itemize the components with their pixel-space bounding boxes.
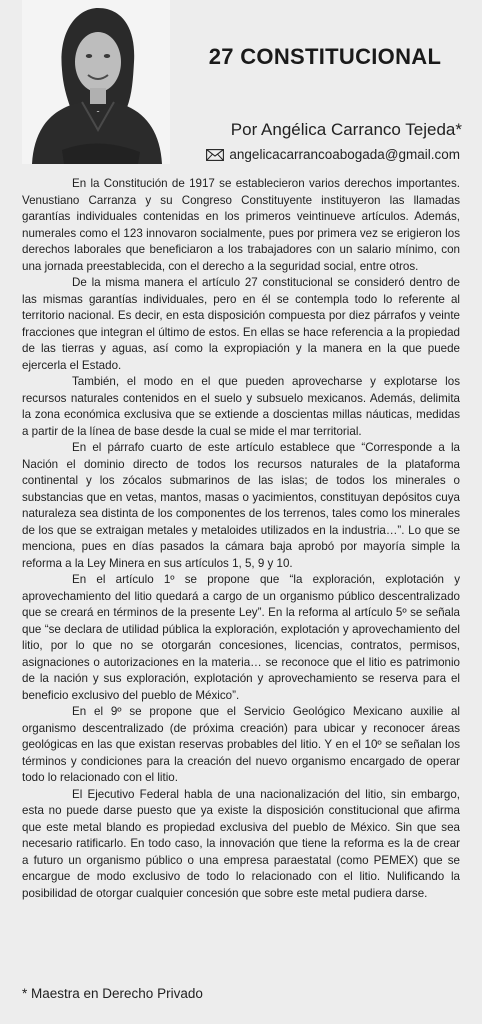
paragraph: En el artículo 1º se propone que “la exploración, explotación y aprovechamiento del litio quedará a cargo de un organismo público descentralizado que se creará en términos de la presente Ley”. En la reforma al artículo 5º se señala que “se declara de utilidad pública la exploración, explotación y aprovechamiento del litio, por lo que no se otorgarán concesiones, licencias, contratos, permisos, asignaciones o autorizaciones en la materia… se reconoce que el litio es patrimonio de la nación y sus exploración, explotación y aprovechamiento se reserva para el beneficio exclusivo del pueblo de México”. xyxy=(22,573,460,702)
author-photo xyxy=(22,0,170,164)
paragraph: De la misma manera el artículo 27 constitucional se consideró dentro de las mismas garantías individuales, pero en él se contempla todo lo referente al territorio nacional. Es decir, en esta disposición compuesta por diez párrafos y veinte fracciones que integran el último de estos. En ellas se hace referencia a la propiedad de las tierras y aguas, así como la expropiación y la manera en la que puede ejercerla el Estado. xyxy=(22,276,460,372)
paragraph: En el 9º se propone que el Servicio Geológico Mexicano auxilie al organismo descentralizado (de próxima creación) para ubicar y reconocer áreas geológicas en las que existan reservas probables del litio. Y en el 10º se señalan los términos y condiciones para la creación del nuevo organismo encargado de operar todo lo relacionado con el litio. xyxy=(22,705,460,784)
paragraph: En la Constitución de 1917 se establecieron varios derechos importantes. Venustiano Carranza y su Congreso Constituyente instituyeron las llamadas garantías individuales contenidas en los primeros veintinueve artículos. Además, numerales como el 123 innovaron socialmente, pues por primera vez se erigieron los derechos laborales que beneficiaron a los trabajadores con un salario mínimo, con una jornada preestablecida, con el derecho a la seguridad social, entre otros. xyxy=(22,177,460,273)
article-title: 27 CONSTITUCIONAL xyxy=(208,44,442,69)
article-body xyxy=(22,176,460,902)
paragraph: En el párrafo cuarto de este artículo establece que “Corresponde a la Nación el dominio directo de todos los recursos naturales de la plataforma continental y los zócalos submarinos de las islas; de todos los minerales o substancias que en vetas, mantos, masas o yacimientos, constituyan depósitos cuya naturaleza sea distinta de los componentes de los terrenos, tales como los minerales de los que se extraigan metales y metaloides utilizados en la industria…”. Lo que se menciona, pues en días pasados la cámara baja aprobó por mayoría simple la reforma a la Ley Minera en sus artículos 1, 5, 9 y 10. xyxy=(22,441,460,570)
paragraph: El Ejecutivo Federal habla de una nacionalización del litio, sin embargo, esta no puede darse puesto que ya existe la disposición constitucional que afirma que este metal blando es propiedad exclusiva del pueblo de México. Sin que sea necesario ratificarlo. En todo caso, la innovación que tiene la reforma es la de crear a futuro un organismo público o una empresa paraestatal (como PEMEX) que se encargue de modo exclusivo de todo lo relacionado con el litio. Nulificando la posibilidad de otorgar cualquier concesión que sobre este metal pudiera darse. xyxy=(22,787,460,900)
email-address[interactable]: angelicacarrancoabogada@gmail.com xyxy=(229,147,460,162)
author-portrait-image xyxy=(22,0,170,164)
envelope-icon xyxy=(206,149,224,161)
paragraph: También, el modo en el que pueden aprovecharse y explotarse los recursos naturales contenidos en el suelo y subsuelo mexicanos. Además, delimita la zona económica exclusiva que se extiende a doscientas millas náuticas, medidas a partir de la línea de base desde la cual se mide el mar territorial. xyxy=(22,375,460,438)
author-byline: Por Angélica Carranco Tejeda* xyxy=(230,120,462,139)
author-email[interactable] xyxy=(206,147,460,162)
author-footnote: * Maestra en Derecho Privado xyxy=(22,986,203,1001)
